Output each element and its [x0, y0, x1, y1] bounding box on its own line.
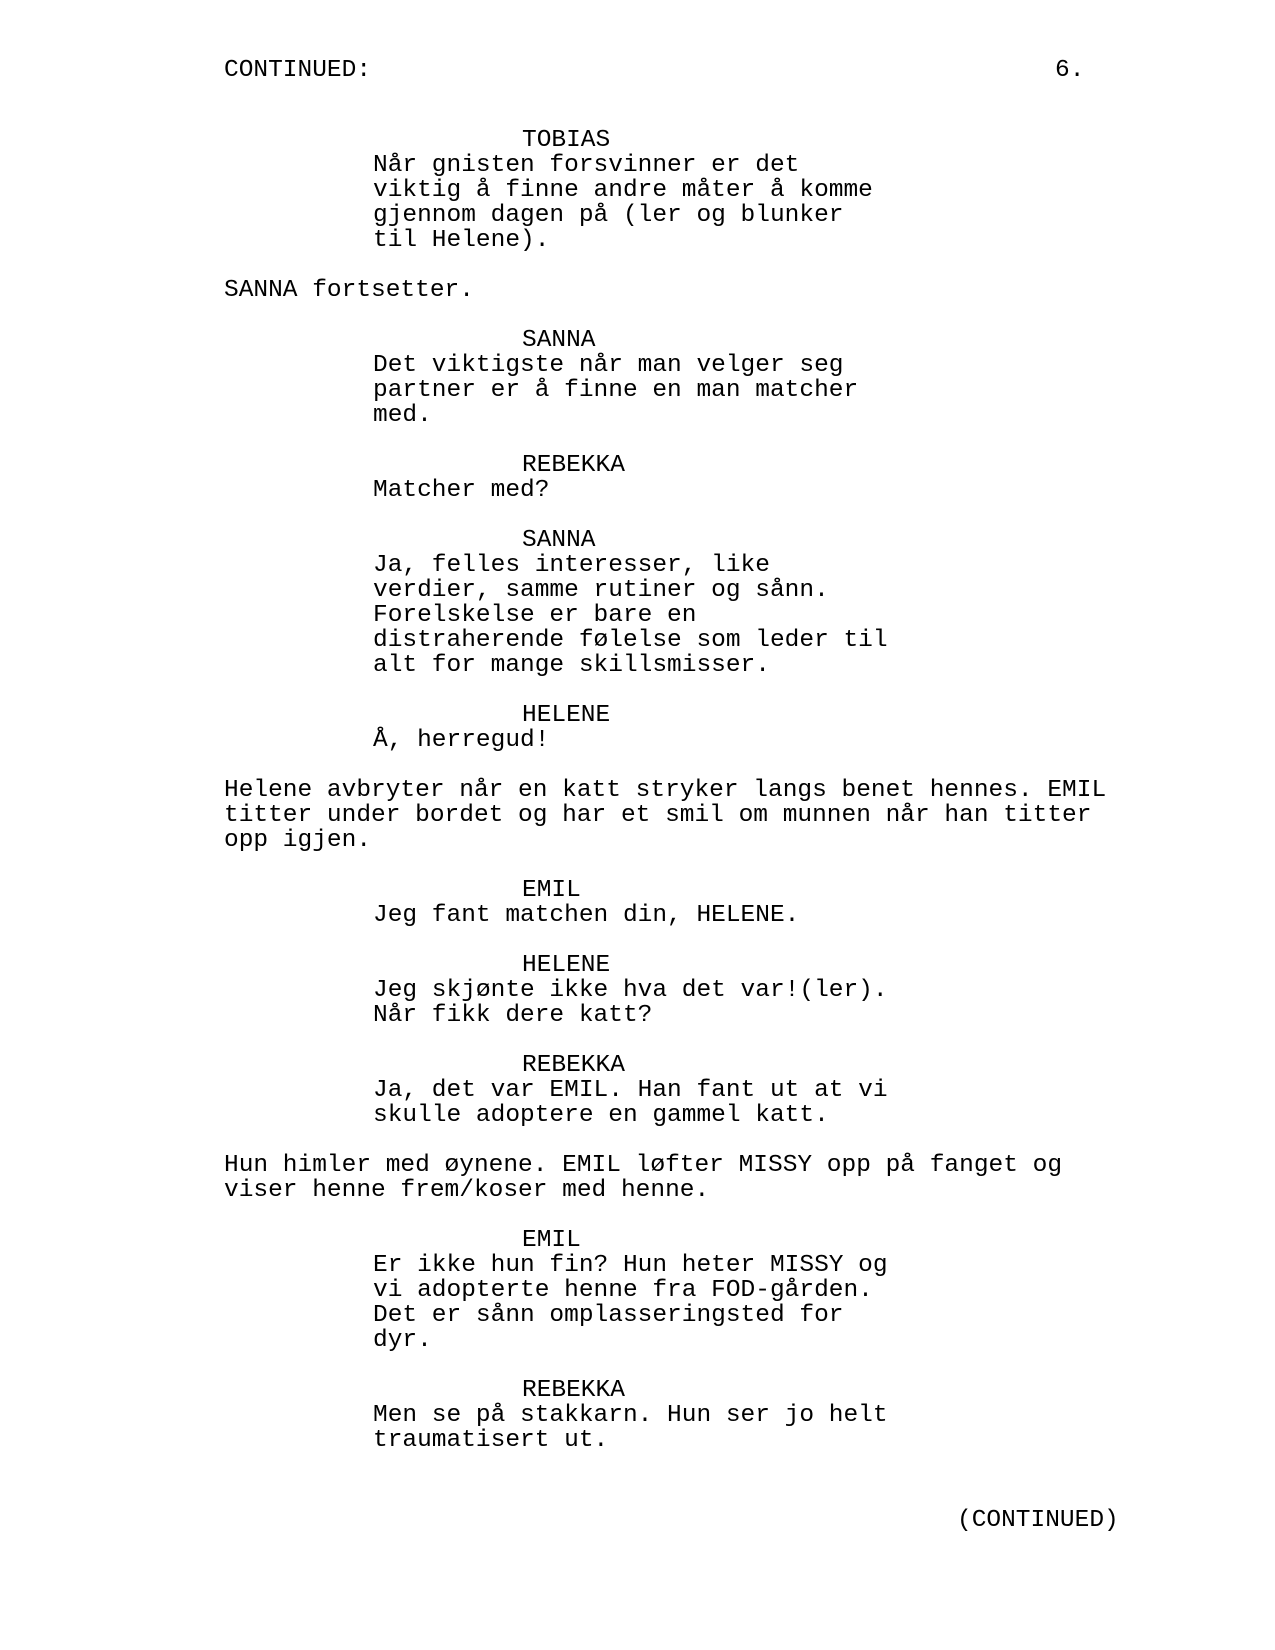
- action-block: [224, 1153, 1275, 1203]
- action-block: [224, 278, 1275, 303]
- dialogue-line: skulle adoptere en gammel katt.: [373, 1102, 829, 1129]
- dialogue-line: distraherende følelse som leder til: [373, 627, 888, 654]
- action-block: [224, 778, 1275, 853]
- dialogue-line: med.: [373, 402, 432, 429]
- character-name: HELENE: [522, 952, 611, 979]
- dialogue-line: Når gnisten forsvinner er det: [373, 152, 800, 179]
- page-number: 6.: [1055, 57, 1085, 84]
- dialogue-line: traumatisert ut.: [373, 1427, 609, 1454]
- character-name: REBEKKA: [522, 1377, 625, 1404]
- dialogue: [373, 153, 1275, 253]
- dialogue-line: Jeg skjønte ikke hva det var!(ler).: [373, 977, 888, 1004]
- dialogue-line: dyr.: [373, 1327, 432, 1354]
- dialogue-line: Det viktigste når man velger seg: [373, 352, 844, 379]
- dialogue: [373, 1403, 1275, 1453]
- dialogue-line: Er ikke hun fin? Hun heter MISSY og: [373, 1252, 888, 1279]
- dialogue-line: Forelskelse er bare en: [373, 602, 697, 629]
- character-name: SANNA: [522, 527, 596, 554]
- dialogue-line: vi adopterte henne fra FOD-gården.: [373, 1277, 873, 1304]
- character-name: REBEKKA: [522, 1052, 625, 1079]
- dialogue-line: til Helene).: [373, 227, 550, 254]
- dialogue: [373, 903, 1275, 928]
- dialogue: [373, 1078, 1275, 1128]
- action-line: Helene avbryter når en katt stryker langs benet hennes. EMIL: [224, 777, 1107, 804]
- dialogue-line: gjennom dagen på (ler og blunker: [373, 202, 844, 229]
- action-line: Hun himler med øynene. EMIL løfter MISSY opp på fanget og: [224, 1152, 1063, 1179]
- action-line: SANNA fortsetter.: [224, 277, 474, 304]
- dialogue-line: Jeg fant matchen din, HELENE.: [373, 902, 800, 929]
- character-name: EMIL: [522, 877, 581, 904]
- dialogue: [373, 978, 1275, 1028]
- dialogue: [373, 353, 1275, 428]
- action-line: opp igjen.: [224, 827, 372, 854]
- action-line: viser henne frem/koser med henne.: [224, 1177, 710, 1204]
- dialogue-line: verdier, samme rutiner og sånn.: [373, 577, 829, 604]
- dialogue-line: Det er sånn omplasseringsted for: [373, 1302, 844, 1329]
- dialogue-line: Ja, det var EMIL. Han fant ut at vi: [373, 1077, 888, 1104]
- action-line: titter under bordet og har et smil om munnen når han titter: [224, 802, 1092, 829]
- dialogue: [373, 1253, 1275, 1353]
- dialogue: [373, 553, 1275, 678]
- character-name: SANNA: [522, 327, 596, 354]
- character-name: HELENE: [522, 702, 611, 729]
- dialogue-line: Men se på stakkarn. Hun ser jo helt: [373, 1402, 888, 1429]
- dialogue-line: Når fikk dere katt?: [373, 1002, 653, 1029]
- continued-header: CONTINUED:: [224, 57, 372, 84]
- continued-footer: (CONTINUED): [957, 1507, 1119, 1534]
- dialogue-line: Ja, felles interesser, like: [373, 552, 770, 579]
- character-name: REBEKKA: [522, 452, 625, 479]
- dialogue-line: alt for mange skillsmisser.: [373, 652, 770, 679]
- dialogue: [373, 728, 1275, 753]
- character-name: EMIL: [522, 1227, 581, 1254]
- character-name: TOBIAS: [522, 127, 611, 154]
- script-body: [0, 128, 1275, 1453]
- dialogue-line: viktig å finne andre måter å komme: [373, 177, 873, 204]
- dialogue-line: Matcher med?: [373, 477, 550, 504]
- dialogue: [373, 478, 1275, 503]
- dialogue-line: partner er å finne en man matcher: [373, 377, 859, 404]
- dialogue-line: Å, herregud!: [373, 727, 550, 754]
